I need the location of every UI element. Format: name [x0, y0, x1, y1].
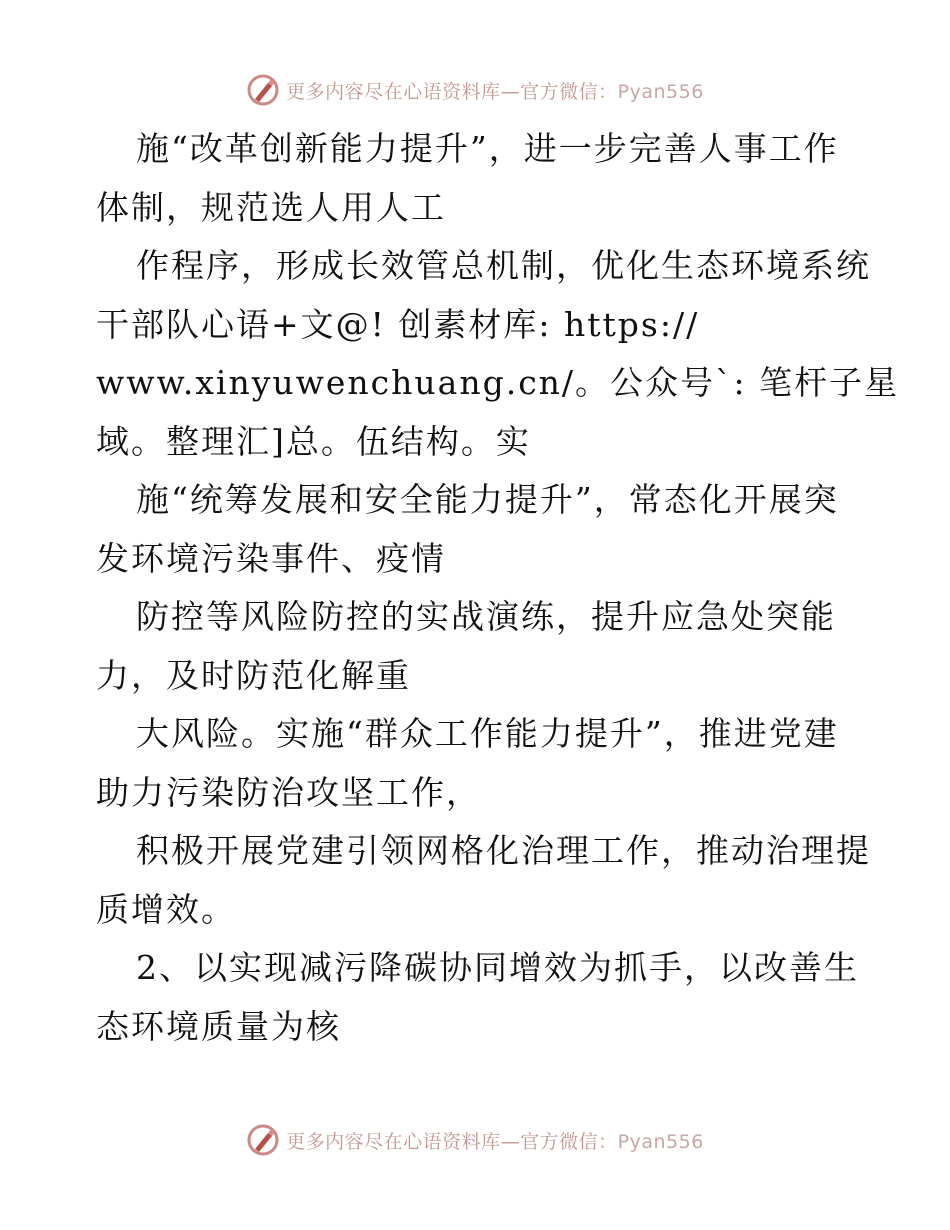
text-line: 质增效。 — [96, 889, 236, 929]
text-line: 积极开展党建引领网格化治理工作，推动治理提 — [136, 831, 871, 870]
text-line: 域。整理汇]总。伍结构。实 — [96, 421, 531, 461]
text-line: www.xinyuwenchuang.cn/。公众号`: 笔杆子星 — [96, 363, 900, 402]
text-line: 施“改革创新能力提升”，进一步完善人事工作 — [136, 129, 839, 168]
watermark-wechat-id: Pyan556 — [617, 1130, 704, 1153]
document-body — [96, 120, 900, 1056]
text-line: 发环境污染事件、疫情 — [96, 538, 446, 578]
pen-logo-icon — [246, 1123, 280, 1157]
text-line: 大风险。实施“群众工作能力提升”，推进党建 — [136, 714, 839, 753]
text-line: 防控等风险防控的实战演练，提升应急处突能 — [136, 597, 836, 636]
watermark-cn: 更多内容尽在心语资料库—官方微信： — [286, 1130, 618, 1153]
text-line: 助力污染防治攻坚工作， — [96, 772, 481, 812]
text-line: 2、以实现减污降碳协同增效为抓手，以改善生 — [136, 948, 859, 987]
text-line: 施“统筹发展和安全能力提升”，常态化开展突 — [136, 480, 839, 519]
text-line: 作程序，形成长效管总机制，优化生态环境系统 — [136, 246, 871, 285]
watermark-text — [286, 77, 704, 104]
pen-logo-icon — [246, 73, 280, 107]
watermark-text — [286, 1127, 704, 1154]
text-line: 态环境质量为核 — [96, 1006, 341, 1046]
text-line: 体制，规范选人用人工 — [96, 187, 446, 227]
watermark-wechat-id: Pyan556 — [617, 80, 704, 103]
header-watermark — [0, 70, 950, 110]
text-line: 干部队心语+文@! 创素材库: https:// — [96, 304, 700, 344]
footer-watermark — [0, 1120, 950, 1160]
text-line: 力，及时防范化解重 — [96, 655, 411, 695]
watermark-cn: 更多内容尽在心语资料库—官方微信： — [286, 80, 618, 103]
